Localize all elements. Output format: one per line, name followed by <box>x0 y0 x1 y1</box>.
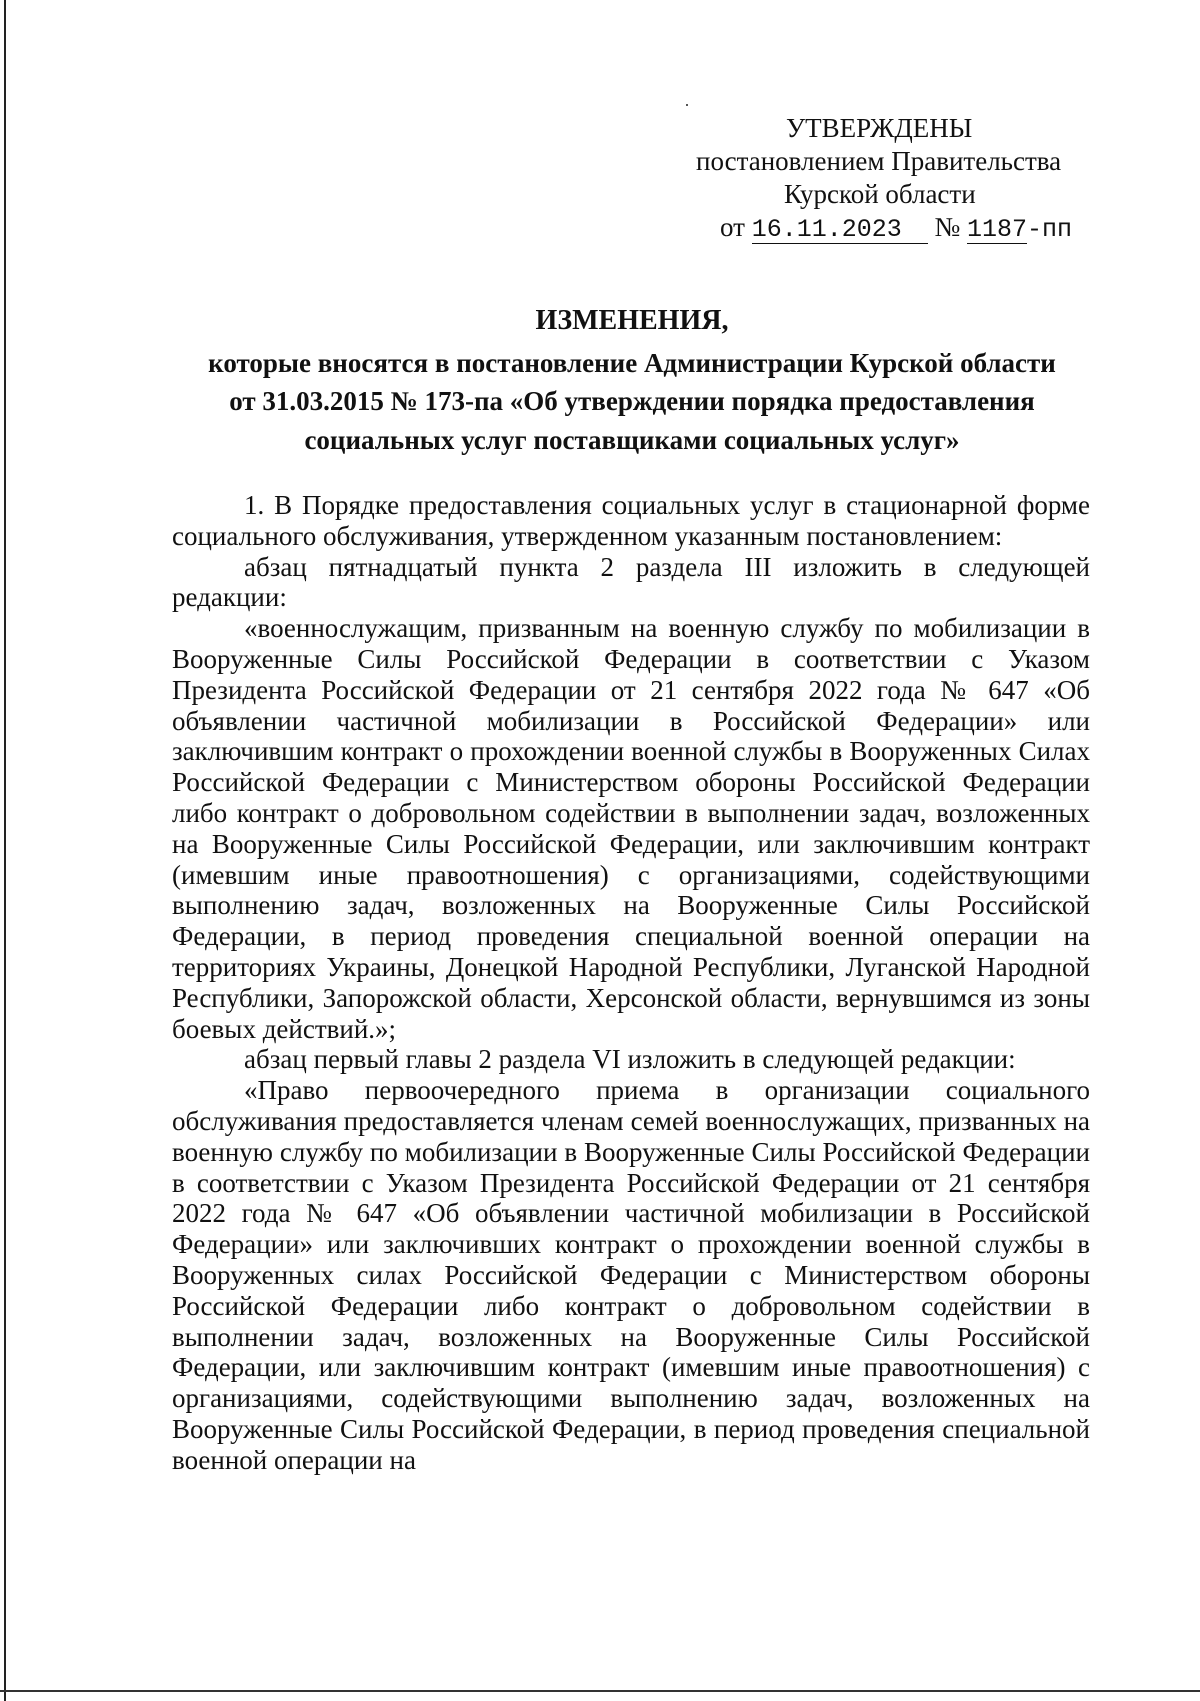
paragraph-quote-servicemen: «военнослужащим, призванным на военную службу по мобилизации в Вооруженные Силы Российской Федерации в соответствии с Указом Президента Российской Федерации от 21 сентября 2022 года № 647 «Об объявлении частичной мобилизации в Российской Федерации» или заключившим контракт о прохождении военной службы в Вооруженных Силах Российской Федерации с Министерством обороны Российской Федерации либо контракт о добровольном содействии в выполнении задач, возложенных на Вооруженные Силы Российской Федерации, или заключившим контракт (имевшим иные правоотношения) с организациями, содействующими выполнению задач, возложенных на Вооруженные Силы Российской Федерации, в период проведения специальной военной операции на территориях Украины, Донецкой Народной Республики, Луганской Народной Республики, Запорожской области, Херсонской области, вернувшимся из зоны боевых действий.»; <box>172 613 1090 1044</box>
approval-from-label: от <box>720 212 745 242</box>
approval-number-sign: № <box>934 212 961 242</box>
paragraph-amend-section-6: абзац первый главы 2 раздела VI изложить в следующей редакции: <box>244 1044 1016 1075</box>
paragraph-quote-priority-admission: «Право первоочередного приема в организации социального обслуживания предоставляется членам семей военнослужащих, призванных на военную службу по мобилизации в Вооруженные Силы Российской Федерации в соответствии с Указом Президента Российской Федерации от 21 сентября 2022 года № 647 «Об объявлении частичной мобилизации в Российской Федерации» или заключивших контракт о прохождении военной службы в Вооруженных силах Российской Федерации с Министерством обороны Российской Федерации либо контракт о добровольном содействии в выполнении задач, возложенных на Вооруженные Силы Российской Федерации, или заключившим контракт (имевшим иные правоотношения) с организациями, содействующими выполнению задач, возложенных на Вооруженные Силы Российской Федерации, в период проведения специальной военной операции на <box>172 1075 1090 1475</box>
scan-edge-bottom <box>0 1690 1200 1692</box>
title-line-2: от 31.03.2015 № 173-па «Об утверждении порядка предоставления <box>229 386 1035 416</box>
approval-date-number <box>680 211 1120 246</box>
document-body <box>172 490 1090 1476</box>
title-line-1: которые вносятся в постановление Администрации Курской области <box>208 347 1056 378</box>
document-title <box>172 302 1092 459</box>
approval-number-suffix: -пп <box>1026 215 1072 244</box>
paragraph-item-1: 1. В Порядке предоставления социальных услуг в стационарной форме социального обслуживания, утвержденном указанным постановлением: <box>172 490 1090 551</box>
approval-block <box>680 112 1120 246</box>
approval-date: 16.11.2023 <box>752 217 928 244</box>
title-main: ИЗМЕНЕНИЯ, <box>535 305 729 336</box>
approval-region: Курской области <box>784 179 976 209</box>
title-line-3: социальных услуг поставщиками социальных услуг» <box>304 424 960 455</box>
scan-speck <box>686 104 688 106</box>
scan-edge-left <box>4 0 6 1701</box>
paragraph-amend-section-3: абзац пятнадцатый пункта 2 раздела III изложить в следующей редакции: <box>172 551 1090 613</box>
approval-heading: УТВЕРЖДЕНЫ <box>786 113 973 143</box>
approval-number: 1187 <box>966 215 1027 244</box>
approval-issuer: постановлением Правительства <box>696 146 1062 176</box>
